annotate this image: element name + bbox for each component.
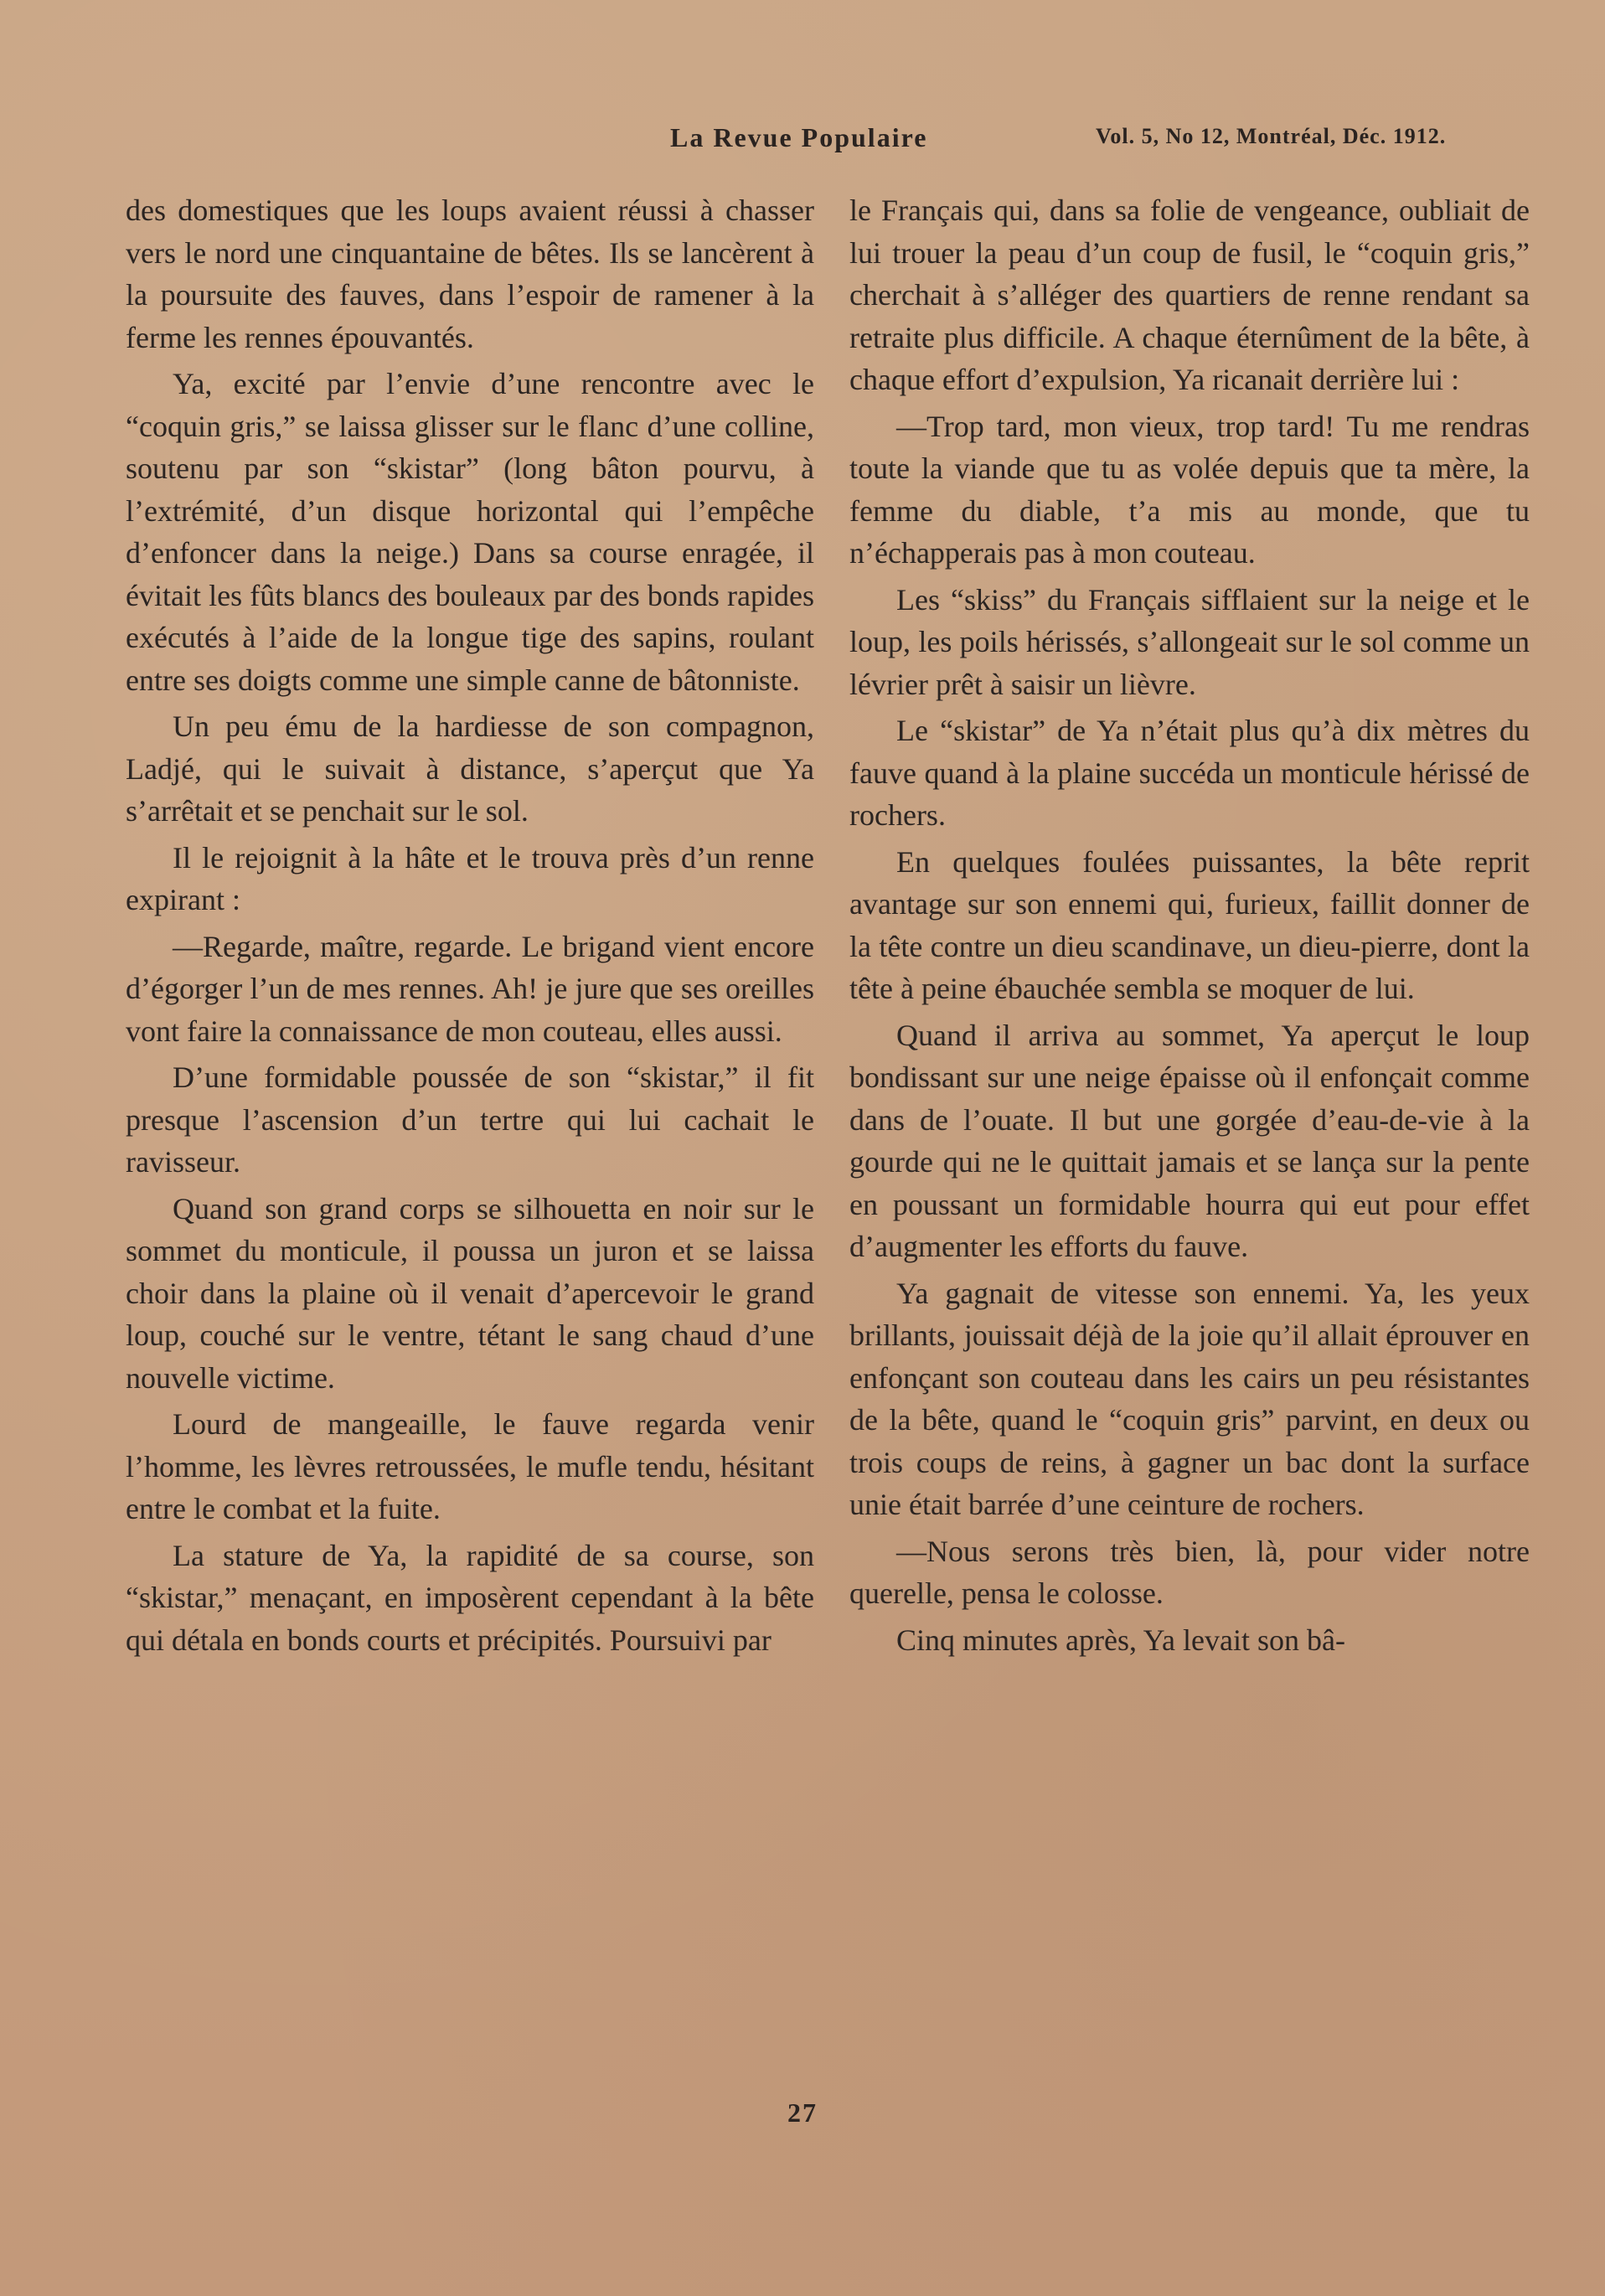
issue-info: Vol. 5, No 12, Montréal, Déc. 1912. (1096, 124, 1447, 148)
paragraph: —Regarde, maître, regarde. Le brigand vient encore d’égorger l’un de mes rennes. Ah! je jure que ses oreilles vont faire la connaissance de mon couteau, elles aussi. (126, 929, 814, 1048)
paragraph: Quand il arriva au sommet, Ya aperçut le loup bondissant sur une neige épaisse où il enfonçait comme dans de l’ouate. Il but une gorgée d’eau-de-vie à la gourde qui ne le quittait jamais et se lança sur la pente en poussant un formidable hourra qui eut pour effet d’augmenter les efforts du fauve. (849, 1018, 1530, 1263)
paragraph: —Nous serons très bien, là, pour vider notre querelle, pensa le colosse. (849, 1534, 1530, 1610)
paragraph: Un peu ému de la hardiesse de son compagnon, Ladjé, qui le suivait à distance, s’aperçut que Ya s’arrêtait et se penchait sur le sol. (126, 709, 814, 828)
paragraph: En quelques foulées puissantes, la bête reprit avantage sur son ennemi qui, furieux, faillit donner de la tête contre un dieu scandinave, un dieu-pierre, dont la tête à peine ébauchée sembla se moquer de lui. (849, 844, 1530, 1005)
running-header (0, 117, 1605, 159)
page-number: 27 (787, 2097, 818, 2128)
paragraph: Cinq minutes après, Ya levait son bâ- (896, 1623, 1345, 1657)
right-column (849, 189, 1530, 1665)
paragraph: D’une formidable poussée de son “skistar,” il fit presque l’ascension d’un tertre qui lui cachait le ravisseur. (126, 1060, 814, 1179)
paragraph: Les “skiss” du Français sifflaient sur la neige et le loup, les poils hérissés, s’allongeait sur le sol comme un lévrier prêt à saisir un lièvre. (849, 582, 1530, 701)
paragraph: Ya gagnait de vitesse son ennemi. Ya, les yeux brillants, jouissait déjà de la joie qu’il allait éprouver en enfonçant son couteau dans les cairs un peu résistantes de la bête, quand le “coquin gris” parvint, en deux ou trois coups de reins, à gagner un bac dont la surface unie était barrée d’une ceinture de rochers. (849, 1276, 1530, 1521)
paragraph: Ya, excité par l’envie d’une rencontre avec le “coquin gris,” se laissa glisser sur le flanc d’une colline, soutenu par son “skistar” (long bâton pourvu, à l’extrémité, d’un disque horizontal qui l’empêche d’enfoncer dans la neige.) Dans sa course enragée, il évitait les fûts blancs des bouleaux par des bonds rapides exécutés à l’aide de la longue tige des sapins, roulant entre ses doigts comme une simple canne de bâtonniste. (126, 367, 814, 697)
paragraph: —Trop tard, mon vieux, trop tard! Tu me rendras toute la viande que tu as volée depuis que ta mère, la femme du diable, t’a mis au monde, que tu n’échapperais pas à mon couteau. (849, 409, 1530, 570)
paragraph: La stature de Ya, la rapidité de sa course, son “skistar,” menaçant, en imposèrent cependant à la bête qui détala en bonds courts et précipités. Poursuivi par (126, 1538, 814, 1657)
left-column (126, 189, 814, 1665)
paragraph: des domestiques que les loups avaient réussi à chasser vers le nord une cinquantaine de bêtes. Ils se lancèrent à la poursuite des fauves, dans l’espoir de ramener à la ferme les rennes épouvantés. (126, 193, 814, 354)
paragraph: le Français qui, dans sa folie de vengeance, oubliait de lui trouer la peau d’un coup de fusil, le “coquin gris,” cherchait à s’alléger des quartiers de renne rendant sa retraite plus difficile. A chaque éternûment de la bête, à chaque effort d’expulsion, Ya ricanait derrière lui : (849, 193, 1530, 396)
magazine-title: La Revue Populaire (670, 122, 928, 152)
paragraph: Lourd de mangeaille, le fauve regarda venir l’homme, les lèvres retroussées, le mufle tendu, hésitant entre le combat et la fuite. (126, 1407, 814, 1525)
paragraph: Quand son grand corps se silhouetta en noir sur le sommet du monticule, il poussa un juron et se laissa choir dans la plaine où il venait d’apercevoir le grand loup, couché sur le ventre, tétant le sang chaud d’une nouvelle victime. (126, 1191, 814, 1395)
paragraph: Il le rejoignit à la hâte et le trouva près d’un renne expirant : (126, 840, 814, 916)
paragraph: Le “skistar” de Ya n’était plus qu’à dix mètres du fauve quand à la plaine succéda un monticule hérissé de rochers. (849, 714, 1530, 832)
